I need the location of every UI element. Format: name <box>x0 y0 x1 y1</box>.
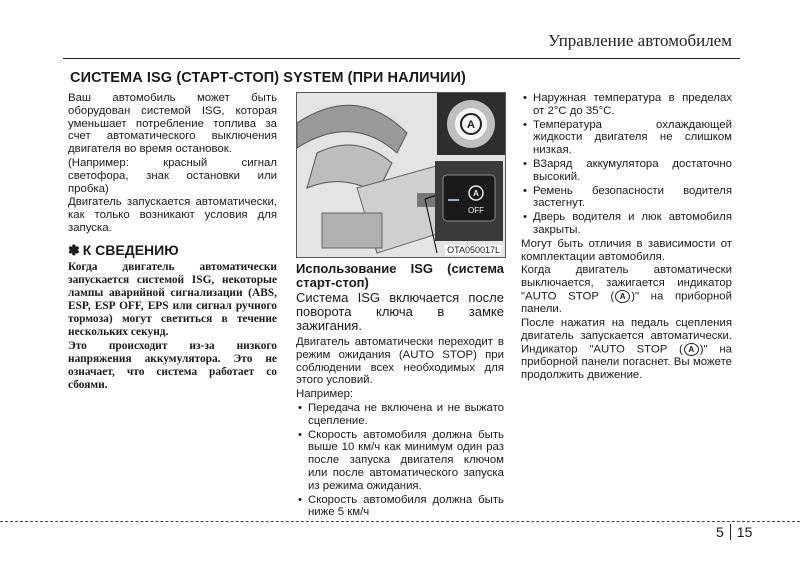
list-item: • ВЗаряд аккумулятора достаточно высокий. <box>521 158 732 184</box>
dashboard-drawing <box>297 93 505 257</box>
auto-stop-off-paragraph <box>521 317 732 382</box>
isg-button-off-label: OFF <box>468 206 484 215</box>
footer-rule <box>0 521 800 522</box>
auto-stop-icon: A <box>684 343 699 356</box>
auto-stop-off-text-a: После нажатия на педаль сцепления двигатель запускается автоматически. Индикатор "AUTO STOP ( <box>521 317 732 356</box>
standby-paragraph: Двигатель автоматически переходит в режим ожидания (AUTO STOP) при соблюдении всех необходимых для этого условий. <box>296 336 504 387</box>
section-title: СИСТЕМА ISG (СТАРТ-СТОП) SYSTEM (ПРИ НАЛИЧИИ) <box>70 70 466 86</box>
isg-button-letter: A <box>473 189 479 198</box>
column-left <box>68 92 277 393</box>
list-item: • Наружная температура в пределах от 2°С до 35°С. <box>521 92 732 118</box>
auto-stop-icon: A <box>615 290 630 303</box>
conditions-list-continued <box>521 92 732 237</box>
auto-stop-on-paragraph <box>521 264 732 316</box>
lead-paragraph: Система ISG включается после поворота ключа в замке зажигания. <box>296 290 504 333</box>
auto-stop-on-text-b: )" на приборной панели. <box>521 290 733 316</box>
example-label: Например: <box>296 388 354 401</box>
notice-paragraph-2: Это происходит из-за низкого напряжения аккумулятора. Это не означает, что система работает со сбоями. <box>68 339 277 391</box>
list-item: • Ремень безопасности водителя застегнут. <box>521 185 732 211</box>
list-item: • Дверь водителя и люк автомобиля закрыты. <box>521 211 732 237</box>
restart-paragraph: Двигатель запускается автоматически, как только возникают условия для запуска. <box>68 196 277 234</box>
header-rule <box>63 58 740 59</box>
list-item: • Скорость автомобиля должна быть ниже 5 км/ч <box>296 494 504 520</box>
list-item: • Температура охлаждающей жидкости двигателя не слишком низкая. <box>521 119 732 157</box>
intro-paragraph: Ваш автомобиль может быть оборудован системой ISG, которая уменьшает потребление топлива за счет автоматического выключения двигателя во время остановок. <box>68 92 277 156</box>
notice-star-icon: ✽ <box>68 241 80 258</box>
notice-heading <box>68 241 277 258</box>
column-right <box>521 92 732 383</box>
page-index: 15 <box>736 524 753 540</box>
example-paragraph: (Например: красный сигнал светофора, знак остановки или пробка) <box>68 156 277 195</box>
auto-stop-off-text-b: )" на приборной панели погаснет. Вы можете продолжить движение. <box>521 343 732 381</box>
page-number <box>716 524 752 540</box>
column-middle <box>296 262 504 520</box>
figure-caption: OTA050017L <box>447 245 500 255</box>
page-separator <box>730 524 731 540</box>
variation-paragraph: Могут быть отличия в зависимости от комплектации автомобиля. <box>521 237 732 263</box>
notice-paragraph-1: Когда двигатель автоматически запускается системой ISG, некоторые лампы аварийной сигнализации (ABS, ESP, ESP OFF, EPS или сигнал ручного тормоза) могут светиться в течение нескольких секунд. <box>68 260 277 338</box>
list-item: • Передача не включена и не выжато сцепление. <box>296 402 504 428</box>
indicator-icon-letter: A <box>467 119 475 131</box>
conditions-list <box>296 402 504 519</box>
list-item: • Скорость автомобиля должна быть выше 10 км/ч как минимум один раз после запуска двигателя ключом или после автоматического запуска из режима ожидания. <box>296 429 504 493</box>
header-title: Управление автомобилем <box>548 31 732 50</box>
auto-stop-on-text-a: Когда двигатель автоматически выключается, зажигается индикатор "AUTO STOP ( <box>521 264 732 303</box>
dashboard-illustration <box>296 92 506 258</box>
notice-title: К СВЕДЕНИЮ <box>82 241 179 258</box>
subsection-title: Использование ISG (система старт-стоп) <box>296 261 504 290</box>
chapter-number: 5 <box>716 524 724 540</box>
